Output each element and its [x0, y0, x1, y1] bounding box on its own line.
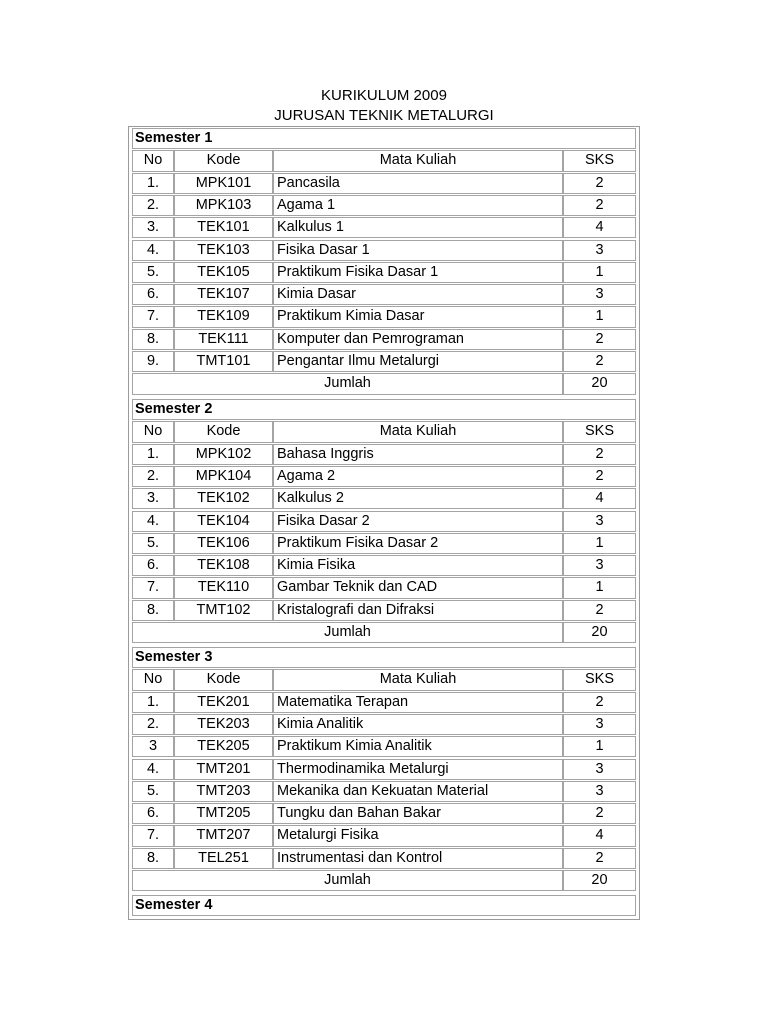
- table-cell-no: 4.: [132, 511, 174, 532]
- table-cell-sks: 3: [563, 240, 636, 261]
- table-cell-kode: MPK103: [174, 195, 273, 216]
- table-cell-sks: 1: [563, 306, 636, 327]
- table-cell-no: 4.: [132, 759, 174, 780]
- table-cell-mk: Gambar Teknik dan CAD: [273, 577, 563, 598]
- table-cell-no: 7.: [132, 825, 174, 846]
- table-cell-no: 7.: [132, 577, 174, 598]
- table-cell-kode: TEK111: [174, 329, 273, 350]
- total-sks: 20: [563, 622, 636, 643]
- table-cell-sks: 2: [563, 173, 636, 194]
- column-header-mk: Mata Kuliah: [273, 150, 563, 171]
- table-cell-mk: Kimia Fisika: [273, 555, 563, 576]
- table-cell-mk: Komputer dan Pemrograman: [273, 329, 563, 350]
- table-cell-sks: 3: [563, 714, 636, 735]
- table-cell-sks: 2: [563, 600, 636, 621]
- table-cell-kode: TMT207: [174, 825, 273, 846]
- table-cell-mk: Praktikum Fisika Dasar 2: [273, 533, 563, 554]
- table-cell-no: 3.: [132, 488, 174, 509]
- table-cell-kode: TMT102: [174, 600, 273, 621]
- table-cell-kode: TEK101: [174, 217, 273, 238]
- table-cell-mk: Mekanika dan Kekuatan Material: [273, 781, 563, 802]
- total-label: Jumlah: [132, 622, 563, 643]
- semester-heading: Semester 1: [132, 128, 636, 149]
- table-cell-kode: TEK105: [174, 262, 273, 283]
- table-cell-mk: Praktikum Fisika Dasar 1: [273, 262, 563, 283]
- table-cell-no: 5.: [132, 262, 174, 283]
- table-cell-mk: Metalurgi Fisika: [273, 825, 563, 846]
- table-cell-sks: 2: [563, 444, 636, 465]
- table-cell-kode: TEK110: [174, 577, 273, 598]
- table-cell-kode: MPK101: [174, 173, 273, 194]
- column-header-mk: Mata Kuliah: [273, 669, 563, 690]
- table-cell-no: 6.: [132, 803, 174, 824]
- table-cell-mk: Agama 1: [273, 195, 563, 216]
- table-cell-sks: 3: [563, 759, 636, 780]
- table-cell-kode: MPK102: [174, 444, 273, 465]
- table-cell-kode: TMT101: [174, 351, 273, 372]
- table-cell-no: 1.: [132, 444, 174, 465]
- semester-heading: Semester 3: [132, 647, 636, 668]
- table-cell-sks: 3: [563, 781, 636, 802]
- table-cell-no: 5.: [132, 533, 174, 554]
- table-cell-kode: TMT205: [174, 803, 273, 824]
- curriculum-table: [128, 126, 640, 920]
- column-header-no: No: [132, 421, 174, 442]
- table-cell-no: 2.: [132, 195, 174, 216]
- table-cell-sks: 3: [563, 555, 636, 576]
- table-cell-sks: 4: [563, 217, 636, 238]
- table-cell-no: 8.: [132, 329, 174, 350]
- table-cell-no: 8.: [132, 848, 174, 869]
- column-header-no: No: [132, 669, 174, 690]
- table-cell-kode: TMT201: [174, 759, 273, 780]
- column-header-sks: SKS: [563, 669, 636, 690]
- table-cell-no: 8.: [132, 600, 174, 621]
- table-cell-sks: 2: [563, 351, 636, 372]
- total-label: Jumlah: [132, 870, 563, 891]
- table-cell-no: 2.: [132, 714, 174, 735]
- table-cell-mk: Tungku dan Bahan Bakar: [273, 803, 563, 824]
- table-cell-kode: TEK205: [174, 736, 273, 757]
- table-cell-no: 1.: [132, 173, 174, 194]
- table-cell-mk: Pancasila: [273, 173, 563, 194]
- table-cell-no: 4.: [132, 240, 174, 261]
- table-cell-kode: TEK109: [174, 306, 273, 327]
- table-cell-sks: 1: [563, 736, 636, 757]
- table-cell-kode: TEK108: [174, 555, 273, 576]
- table-cell-sks: 2: [563, 692, 636, 713]
- table-cell-mk: Instrumentasi dan Kontrol: [273, 848, 563, 869]
- table-cell-no: 6.: [132, 555, 174, 576]
- table-cell-mk: Kimia Dasar: [273, 284, 563, 305]
- table-cell-no: 2.: [132, 466, 174, 487]
- table-cell-sks: 4: [563, 825, 636, 846]
- table-cell-sks: 1: [563, 262, 636, 283]
- table-cell-mk: Pengantar Ilmu Metalurgi: [273, 351, 563, 372]
- semester-heading: Semester 4: [132, 895, 636, 916]
- table-cell-mk: Kalkulus 1: [273, 217, 563, 238]
- total-sks: 20: [563, 870, 636, 891]
- table-cell-sks: 2: [563, 329, 636, 350]
- table-cell-sks: 3: [563, 511, 636, 532]
- total-label: Jumlah: [132, 373, 563, 394]
- table-cell-mk: Kimia Analitik: [273, 714, 563, 735]
- table-cell-kode: TEK103: [174, 240, 273, 261]
- column-header-sks: SKS: [563, 150, 636, 171]
- table-cell-kode: TMT203: [174, 781, 273, 802]
- table-cell-mk: Fisika Dasar 1: [273, 240, 563, 261]
- column-header-kode: Kode: [174, 669, 273, 690]
- table-cell-no: 6.: [132, 284, 174, 305]
- semester-heading: Semester 2: [132, 399, 636, 420]
- table-cell-kode: TEK201: [174, 692, 273, 713]
- table-cell-sks: 2: [563, 195, 636, 216]
- table-cell-sks: 2: [563, 466, 636, 487]
- table-cell-no: 1.: [132, 692, 174, 713]
- table-cell-sks: 1: [563, 577, 636, 598]
- table-cell-mk: Kalkulus 2: [273, 488, 563, 509]
- page-title: KURIKULUM 2009: [321, 87, 447, 104]
- table-cell-sks: 1: [563, 533, 636, 554]
- column-header-kode: Kode: [174, 150, 273, 171]
- table-cell-no: 5.: [132, 781, 174, 802]
- table-cell-mk: Agama 2: [273, 466, 563, 487]
- column-header-no: No: [132, 150, 174, 171]
- total-sks: 20: [563, 373, 636, 394]
- table-cell-kode: TEL251: [174, 848, 273, 869]
- table-cell-mk: Matematika Terapan: [273, 692, 563, 713]
- table-cell-no: 9.: [132, 351, 174, 372]
- table-cell-kode: TEK104: [174, 511, 273, 532]
- table-cell-no: 7.: [132, 306, 174, 327]
- table-cell-mk: Thermodinamika Metalurgi: [273, 759, 563, 780]
- table-cell-sks: 2: [563, 803, 636, 824]
- table-cell-sks: 4: [563, 488, 636, 509]
- column-header-sks: SKS: [563, 421, 636, 442]
- table-cell-kode: MPK104: [174, 466, 273, 487]
- table-cell-mk: Praktikum Kimia Analitik: [273, 736, 563, 757]
- table-cell-kode: TEK106: [174, 533, 273, 554]
- table-cell-mk: Kristalografi dan Difraksi: [273, 600, 563, 621]
- table-cell-kode: TEK107: [174, 284, 273, 305]
- table-cell-sks: 2: [563, 848, 636, 869]
- table-cell-kode: TEK203: [174, 714, 273, 735]
- table-cell-mk: Praktikum Kimia Dasar: [273, 306, 563, 327]
- column-header-kode: Kode: [174, 421, 273, 442]
- table-cell-no: 3.: [132, 217, 174, 238]
- table-cell-sks: 3: [563, 284, 636, 305]
- table-cell-mk: Bahasa Inggris: [273, 444, 563, 465]
- table-cell-no: 3: [132, 736, 174, 757]
- table-cell-kode: TEK102: [174, 488, 273, 509]
- column-header-mk: Mata Kuliah: [273, 421, 563, 442]
- page-subtitle: JURUSAN TEKNIK METALURGI: [274, 107, 494, 124]
- table-cell-mk: Fisika Dasar 2: [273, 511, 563, 532]
